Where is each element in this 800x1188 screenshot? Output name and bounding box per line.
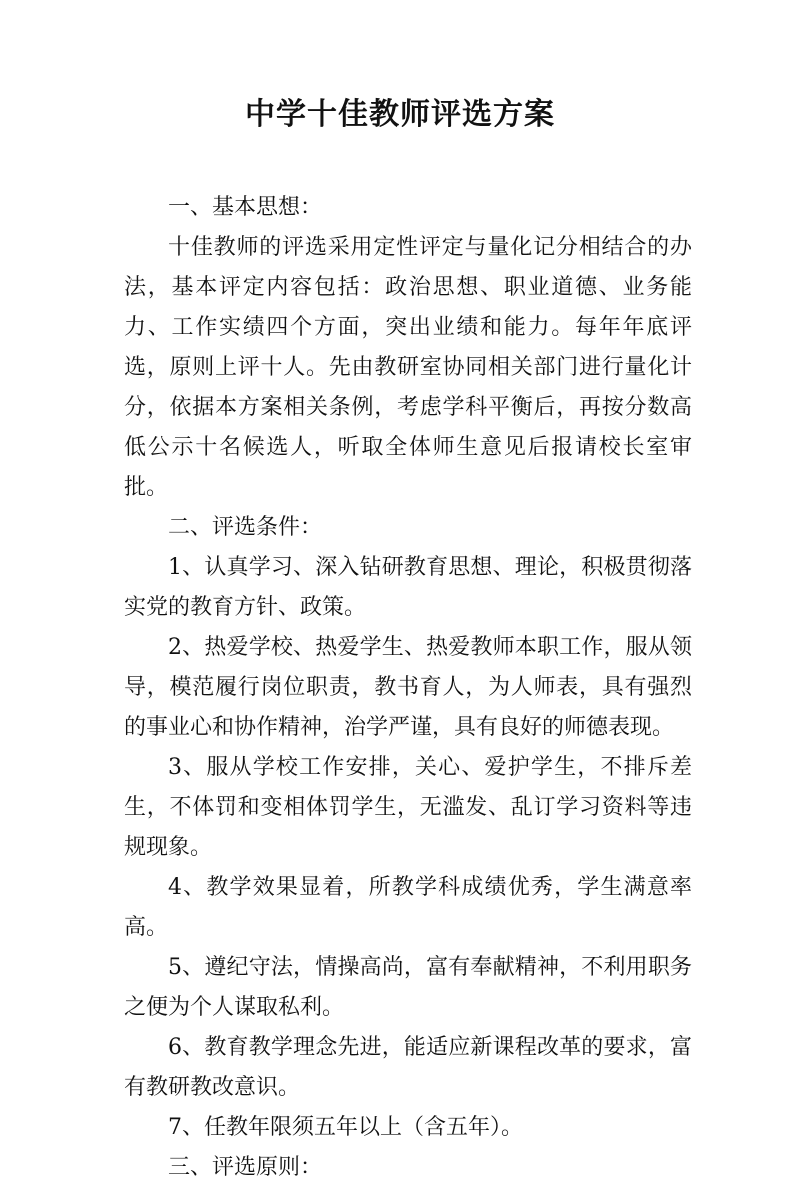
- criterion-2: 2、热爱学校、热爱学生、热爱教师本职工作，服从领导，模范履行岗位职责，教书育人，为人师表，具有强烈的事业心和协作精神，治学严谨，具有良好的师德表现。: [124, 635, 692, 740]
- section-heading-criteria: 二、评选条件：: [168, 515, 323, 540]
- criterion-6: 6、教育教学理念先进，能适应新课程改革的要求，富有教研教改意识。: [124, 1035, 692, 1100]
- section-heading-principles: 三、评选原则：: [168, 1155, 323, 1180]
- paragraph-basic-idea: 十佳教师的评选采用定性评定与量化记分相结合的办法，基本评定内容包括：政治思想、职业道德、业务能力、工作实绩四个方面，突出业绩和能力。每年年底评选，原则上评十人。先由教研室协同相关部门进行量化计分，依据本方案相关条例，考虑学科平衡后，再按分数高低公示十名候选人，听取全体师生意见后报请校长室审批。: [124, 235, 692, 500]
- document-body: [124, 188, 692, 1188]
- criterion-5: 5、遵纪守法，情操高尚，富有奉献精神，不利用职务之便为个人谋取私利。: [124, 955, 692, 1020]
- criterion-1: 1、认真学习、深入钻研教育思想、理论，积极贯彻落实党的教育方针、政策。: [124, 555, 692, 620]
- section-heading-basic-idea: 一、基本思想：: [168, 195, 323, 220]
- criterion-4: 4、教学效果显着，所教学科成绩优秀，学生满意率高。: [124, 875, 692, 940]
- document-title: 中学十佳教师评选方案: [245, 97, 555, 132]
- criterion-7: 7、任教年限须五年以上（含五年）。: [168, 1115, 523, 1140]
- criterion-3: 3、服从学校工作安排，关心、爱护学生，不排斥差生，不体罚和变相体罚学生，无滥发、乱订学习资料等违规现象。: [124, 755, 692, 860]
